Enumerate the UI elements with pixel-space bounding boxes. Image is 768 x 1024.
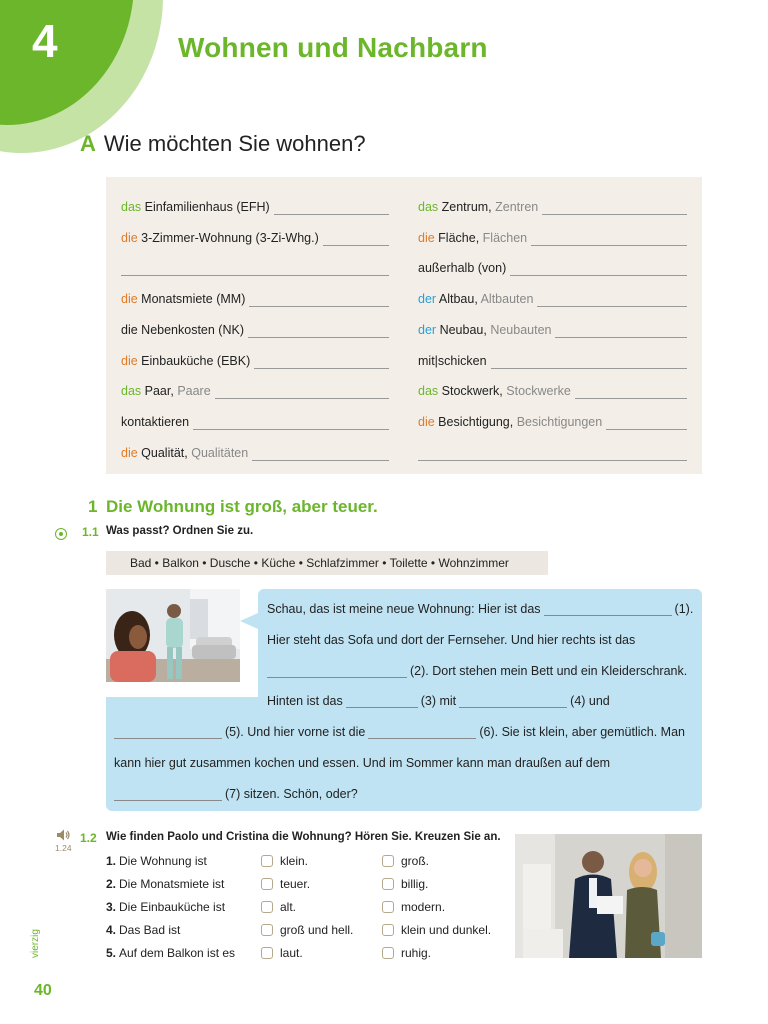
section-title: Wie möchten Sie wohnen? bbox=[103, 131, 366, 156]
vocab-row bbox=[121, 347, 389, 369]
write-line[interactable] bbox=[274, 200, 389, 215]
page-label: vierzig bbox=[30, 929, 41, 958]
quiz-option[interactable] bbox=[382, 920, 491, 940]
vocab-row bbox=[418, 439, 687, 461]
chapter-number: 4 bbox=[32, 15, 58, 67]
quiz-option[interactable] bbox=[261, 943, 303, 963]
write-line[interactable] bbox=[254, 354, 389, 369]
gap-6[interactable] bbox=[368, 725, 476, 739]
quiz-option-label: modern. bbox=[401, 900, 446, 914]
checkbox[interactable] bbox=[261, 855, 273, 867]
vocab-row bbox=[418, 347, 687, 369]
quiz-option-label: teuer. bbox=[280, 877, 311, 891]
exercise-1-1-instruction: Was passt? Ordnen Sie zu. bbox=[106, 525, 254, 537]
vocab-row bbox=[418, 224, 687, 246]
speech-bubble-tail bbox=[240, 613, 258, 629]
quiz-number: 3. bbox=[106, 900, 117, 914]
vocab-plural: Besichtigungen bbox=[516, 414, 603, 429]
vocab-plural: Flächen bbox=[482, 230, 528, 245]
gap-1[interactable] bbox=[544, 602, 672, 616]
checkbox[interactable] bbox=[382, 878, 394, 890]
vocab-row bbox=[121, 377, 389, 399]
vocab-word: Stockwerk, bbox=[441, 384, 503, 399]
write-line[interactable] bbox=[510, 261, 687, 276]
gap-2[interactable] bbox=[267, 664, 407, 678]
vocab-row bbox=[418, 408, 687, 430]
apartment-photo bbox=[106, 589, 240, 682]
target-icon bbox=[55, 528, 67, 540]
checkbox[interactable] bbox=[382, 901, 394, 913]
gap-7[interactable] bbox=[114, 787, 222, 801]
quiz-question-text: Die Einbauküche ist bbox=[119, 900, 226, 914]
gap-3[interactable] bbox=[346, 694, 418, 708]
write-line[interactable] bbox=[531, 231, 687, 246]
vocab-row bbox=[121, 439, 389, 461]
word-bank: Bad • Balkon • Dusche • Küche • Schlafzimmer • Toilette • Wohnzimmer bbox=[106, 551, 548, 575]
write-line[interactable] bbox=[542, 200, 687, 215]
write-line[interactable] bbox=[121, 261, 389, 276]
quiz-question bbox=[106, 943, 235, 963]
vocab-row bbox=[418, 193, 687, 215]
vocab-word: Zentrum, bbox=[441, 200, 492, 214]
section-heading bbox=[80, 131, 366, 157]
vocab-plural: Neubauten bbox=[490, 322, 552, 337]
vocab-plural: Paare bbox=[177, 384, 211, 399]
quiz-question bbox=[106, 874, 224, 894]
quiz-option-label: alt. bbox=[280, 900, 297, 914]
text-line-3: (2). Dort stehen mein Bett und ein Kleiderschrank. bbox=[264, 660, 687, 678]
chapter-title: Wohnen und Nachbarn bbox=[178, 32, 488, 63]
vocab-plural: Zentren bbox=[495, 200, 539, 214]
vocab-word: Altbau, bbox=[438, 292, 478, 307]
quiz-option[interactable] bbox=[382, 851, 429, 871]
vocab-row bbox=[121, 285, 389, 307]
quiz-option-label: laut. bbox=[280, 946, 303, 960]
vocab-article: die bbox=[121, 353, 138, 368]
write-line[interactable] bbox=[575, 384, 687, 399]
vocab-word: Paar, bbox=[144, 384, 174, 399]
checkbox[interactable] bbox=[261, 878, 273, 890]
quiz-option-label: klein. bbox=[280, 854, 309, 868]
vocab-plural: Altbauten bbox=[480, 292, 534, 307]
gap-5[interactable] bbox=[114, 725, 222, 739]
quiz-option[interactable] bbox=[382, 943, 431, 963]
checkbox[interactable] bbox=[382, 947, 394, 959]
vocab-article: die bbox=[121, 445, 138, 460]
vocab-article: das bbox=[121, 384, 142, 399]
vocab-plural: Qualitäten bbox=[191, 445, 249, 460]
quiz-number: 5. bbox=[106, 946, 117, 960]
text-line-7: (7) sitzen. Schön, oder? bbox=[111, 783, 358, 801]
quiz-question bbox=[106, 920, 180, 940]
vocab-plural: Stockwerke bbox=[506, 384, 571, 399]
write-line[interactable] bbox=[537, 292, 687, 307]
gap-4[interactable] bbox=[459, 694, 567, 708]
quiz-number: 4. bbox=[106, 923, 117, 937]
vocab-word: Neubau, bbox=[439, 322, 487, 337]
quiz-option[interactable] bbox=[261, 920, 353, 940]
write-line[interactable] bbox=[248, 323, 389, 338]
section-letter: A bbox=[80, 131, 96, 156]
quiz-option-label: billig. bbox=[401, 877, 429, 891]
exercise-number: 1 bbox=[88, 497, 98, 516]
quiz-question-text: Das Bad ist bbox=[119, 923, 181, 937]
vocab-row bbox=[121, 224, 389, 246]
write-line[interactable] bbox=[215, 384, 389, 399]
vocab-row bbox=[418, 285, 687, 307]
exercise-title: Die Wohnung ist groß, aber teuer. bbox=[106, 497, 378, 516]
text-line-4: Hinten ist das (3) mit (4) und bbox=[267, 694, 610, 708]
write-line[interactable] bbox=[491, 354, 687, 369]
vocab-article: die bbox=[121, 322, 138, 337]
quiz-option[interactable] bbox=[261, 851, 308, 871]
quiz-question-text: Auf dem Balkon ist es bbox=[119, 946, 236, 960]
quiz-option-label: klein und dunkel. bbox=[401, 923, 492, 937]
text-line-5: (5). Und hier vorne ist die (6). Sie ist klein, aber gemütlich. Man bbox=[111, 721, 685, 739]
vocab-row bbox=[418, 377, 687, 399]
audio-track-number: 1.24 bbox=[55, 843, 72, 853]
quiz-number: 2. bbox=[106, 877, 117, 891]
vocab-article: die bbox=[121, 230, 138, 245]
quiz-question bbox=[106, 851, 207, 871]
text-line-6: kann hier gut zusammen kochen und essen. Und im Sommer kann man draußen auf dem bbox=[114, 756, 611, 770]
quiz-option-label: groß. bbox=[401, 854, 430, 868]
vocab-article: das bbox=[121, 200, 142, 214]
checkbox[interactable] bbox=[261, 924, 273, 936]
text-line-1: Schau, das ist meine neue Wohnung: Hier ist das (1). bbox=[267, 602, 694, 616]
audio-speaker-icon[interactable] bbox=[56, 828, 70, 842]
vocab-word: kontaktieren bbox=[121, 414, 190, 429]
vocab-row bbox=[121, 316, 389, 338]
vocab-article: der bbox=[418, 292, 437, 307]
write-line[interactable] bbox=[252, 446, 389, 461]
exercise-1-2-number: 1.2 bbox=[80, 831, 97, 845]
checkbox[interactable] bbox=[261, 901, 273, 913]
quiz-option[interactable] bbox=[382, 897, 445, 917]
exercise-1-2-instruction: Wie finden Paolo und Cristina die Wohnung? Hören Sie. Kreuzen Sie an. bbox=[106, 831, 501, 843]
couple-photo bbox=[515, 834, 702, 958]
vocab-article: die bbox=[418, 230, 435, 245]
vocab-word: 3-Zimmer-Wohnung (3-Zi-Whg.) bbox=[141, 230, 319, 245]
quiz-number: 1. bbox=[106, 854, 117, 868]
checkbox[interactable] bbox=[382, 924, 394, 936]
vocab-row bbox=[418, 316, 687, 338]
checkbox[interactable] bbox=[261, 947, 273, 959]
quiz-option-label: ruhig. bbox=[401, 946, 432, 960]
vocab-row bbox=[121, 408, 389, 430]
vocab-word: mit|schicken bbox=[418, 353, 487, 368]
vocab-word: Fläche, bbox=[438, 230, 480, 245]
quiz-question bbox=[106, 897, 225, 917]
vocab-article: der bbox=[418, 322, 437, 337]
vocab-row bbox=[121, 193, 389, 215]
write-line[interactable] bbox=[606, 415, 687, 430]
quiz-option[interactable] bbox=[261, 874, 310, 894]
vocab-word: außerhalb (von) bbox=[418, 261, 507, 276]
quiz-option[interactable] bbox=[382, 874, 428, 894]
vocab-article: die bbox=[418, 414, 435, 429]
vocab-word: Einfamilienhaus (EFH) bbox=[144, 200, 270, 214]
quiz-option[interactable] bbox=[261, 897, 296, 917]
vocab-article: die bbox=[121, 292, 138, 307]
vocab-word: Monatsmiete (MM) bbox=[141, 292, 246, 307]
text-line-2: Hier steht das Sofa und dort der Fernseher. Und hier rechts ist das bbox=[267, 633, 636, 647]
checkbox[interactable] bbox=[382, 855, 394, 867]
quiz-question-text: Die Wohnung ist bbox=[119, 854, 207, 868]
vocab-row bbox=[418, 254, 687, 276]
page-number: 40 bbox=[34, 982, 52, 999]
vocab-word: Einbauküche (EBK) bbox=[141, 353, 251, 368]
vocab-article: das bbox=[418, 384, 439, 399]
write-line[interactable] bbox=[418, 446, 687, 461]
vocab-word: Besichtigung, bbox=[438, 414, 514, 429]
exercise-1-1-number: 1.1 bbox=[82, 525, 99, 539]
write-line[interactable] bbox=[323, 231, 389, 246]
write-line[interactable] bbox=[249, 292, 389, 307]
vocab-word: Qualität, bbox=[141, 445, 188, 460]
vocab-row bbox=[121, 254, 389, 276]
write-line[interactable] bbox=[555, 323, 687, 338]
vocab-word: Nebenkosten (NK) bbox=[141, 322, 244, 337]
vocab-article: das bbox=[418, 200, 439, 214]
quiz-question-text: Die Monatsmiete ist bbox=[119, 877, 225, 891]
write-line[interactable] bbox=[193, 415, 389, 430]
quiz-option-label: groß und hell. bbox=[280, 923, 354, 937]
